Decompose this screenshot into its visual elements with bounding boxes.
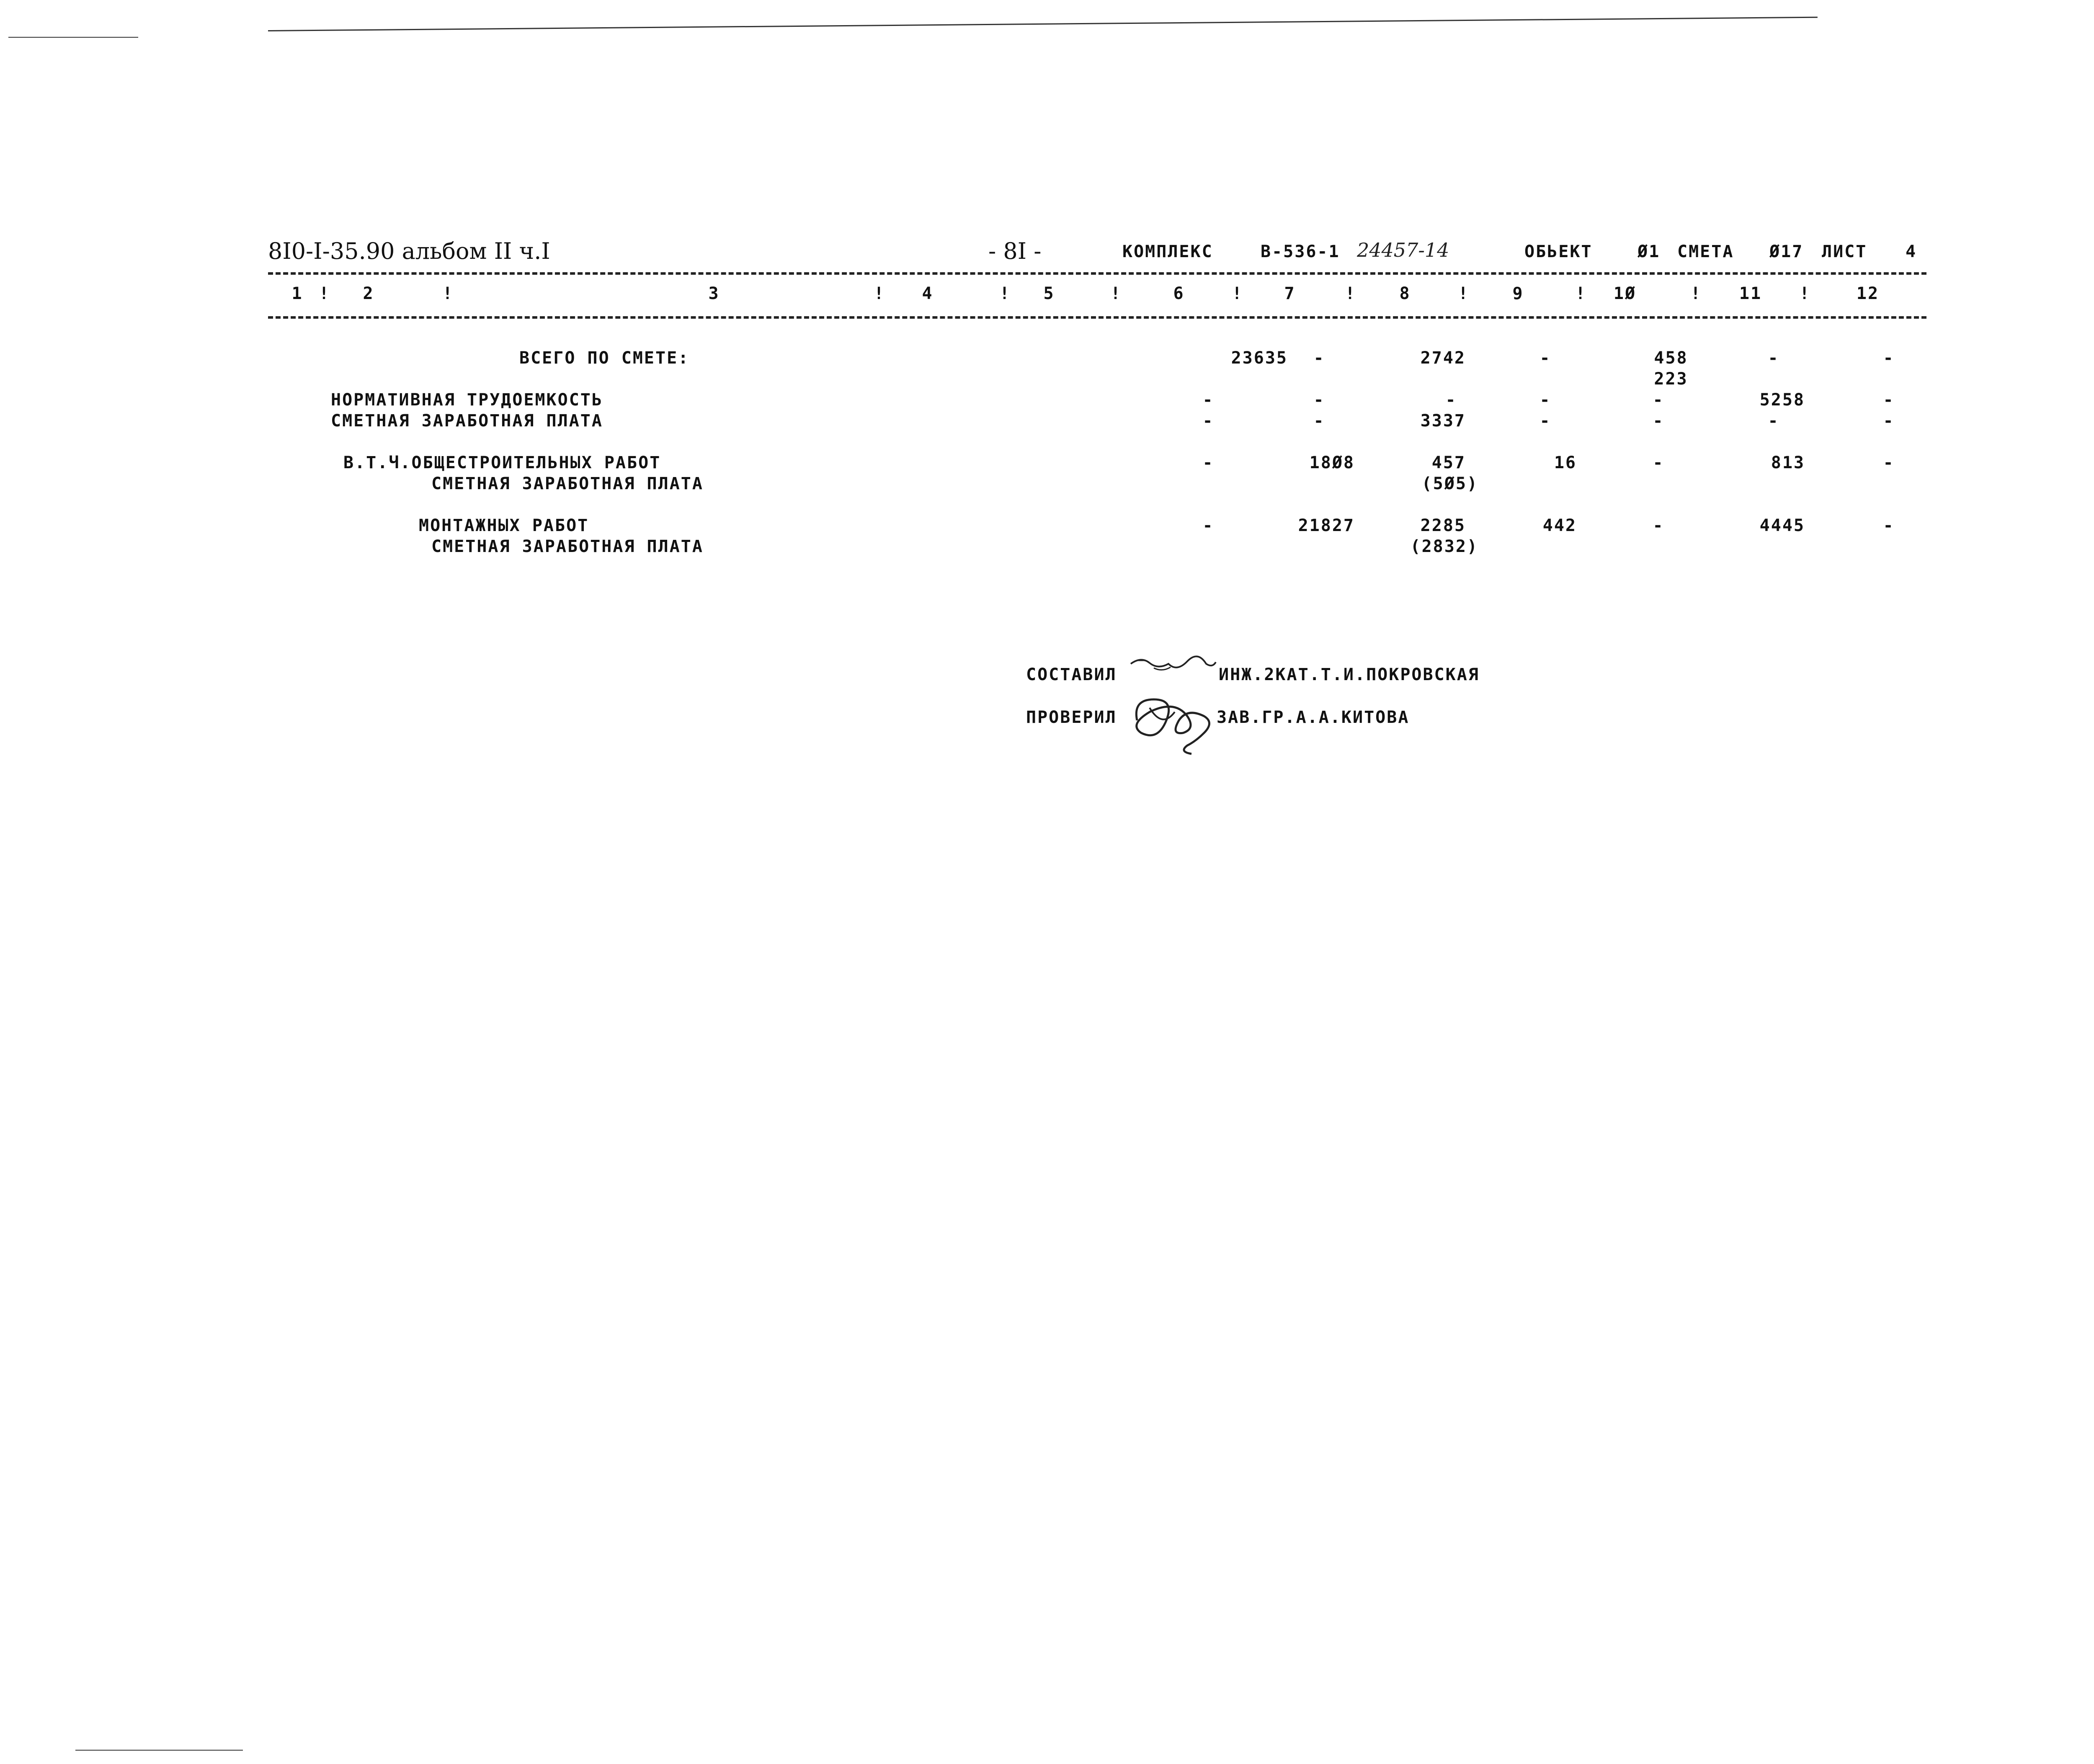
- cell-col9: 442: [1542, 516, 1577, 535]
- object-label: ОБЬЕКТ: [1524, 242, 1593, 261]
- checked-person: ЗАВ.ГР.А.А.КИТОВА: [1217, 708, 1410, 727]
- column-separator: !: [1345, 284, 1356, 303]
- column-separator: !: [1458, 284, 1470, 303]
- compiled-label: СОСТАВИЛ: [1026, 665, 1117, 684]
- column-number: 4: [922, 284, 934, 303]
- row-label: ВСЕГО ПО СМЕТЕ:: [519, 348, 690, 368]
- compiled-person: ИНЖ.2КАТ.Т.И.ПОКРОВСКАЯ: [1219, 665, 1480, 684]
- cell-col11: 5258: [1759, 390, 1805, 410]
- complex-label: КОМПЛЕКС: [1122, 242, 1213, 261]
- column-number: 9: [1512, 284, 1524, 303]
- row-sublabel: СМЕТНАЯ ЗАРАБОТНАЯ ПЛАТА: [431, 474, 704, 493]
- column-number: 1Ø: [1613, 284, 1637, 303]
- sheet-value: 4: [1906, 242, 1917, 261]
- cell-col8-second: (2832): [1410, 537, 1478, 556]
- cell-col11: -: [1768, 348, 1779, 368]
- cell-col8: 2742: [1420, 348, 1466, 368]
- cell-col8: -: [1445, 390, 1457, 410]
- row-label: МОНТАЖНЫХ РАБОТ: [419, 516, 589, 535]
- cell-col9: -: [1540, 348, 1551, 368]
- column-separator: !: [1690, 284, 1702, 303]
- column-number: 12: [1856, 284, 1880, 303]
- complex-code: В-536-1: [1261, 242, 1340, 261]
- column-separator: !: [442, 284, 454, 303]
- column-number: 7: [1284, 284, 1296, 303]
- column-separator: !: [1110, 284, 1122, 303]
- cell-col11: 813: [1771, 453, 1805, 472]
- cell-col10: 458: [1654, 348, 1688, 368]
- cell-col12: -: [1883, 411, 1895, 431]
- estimate-value: Ø17: [1769, 242, 1804, 261]
- header-divider: [268, 272, 1926, 275]
- cell-col8: 3337: [1420, 411, 1466, 431]
- cell-col9: -: [1540, 411, 1551, 431]
- cell-col12: -: [1883, 390, 1895, 410]
- cell-col7: -: [1313, 348, 1325, 368]
- column-number: 11: [1739, 284, 1762, 303]
- cell-col8: 457: [1431, 453, 1466, 472]
- page-number: - 8I -: [988, 238, 1042, 264]
- column-number: 3: [708, 284, 720, 303]
- cell-col9: -: [1540, 390, 1551, 410]
- scan-edge-top: [268, 17, 1818, 31]
- sheet-label: ЛИСТ: [1822, 242, 1867, 261]
- column-separator: !: [1232, 284, 1243, 303]
- cell-col10: -: [1653, 411, 1664, 431]
- row-label: НОРМАТИВНАЯ ТРУДОЕМКОСТЬ: [331, 390, 603, 410]
- cell-col7: 21827: [1298, 516, 1355, 535]
- cell-col9: 16: [1554, 453, 1577, 472]
- cell-col7: 18Ø8: [1309, 453, 1355, 472]
- row-label: СМЕТНАЯ ЗАРАБОТНАЯ ПЛАТА: [331, 411, 603, 431]
- cell-col6: 23635: [1231, 348, 1288, 368]
- cell-col10-second: 223: [1654, 369, 1688, 389]
- column-number: 5: [1043, 284, 1055, 303]
- handwritten-signature-checked: [1124, 683, 1219, 758]
- cell-col7: -: [1313, 411, 1325, 431]
- cell-col10: -: [1653, 453, 1664, 472]
- cell-col6: -: [1202, 411, 1214, 431]
- column-number: 8: [1399, 284, 1411, 303]
- column-separator: !: [999, 284, 1011, 303]
- cell-col11: 4445: [1759, 516, 1805, 535]
- cell-col12: -: [1883, 516, 1895, 535]
- row-sublabel: СМЕТНАЯ ЗАРАБОТНАЯ ПЛАТА: [431, 537, 704, 556]
- scan-edge-top-left: [8, 37, 138, 38]
- column-number: 6: [1173, 284, 1185, 303]
- cell-col8-second: (5Ø5): [1421, 474, 1478, 493]
- handwritten-signature-compiled: [1129, 651, 1219, 681]
- row-label: В.Т.Ч.ОБЩЕСТРОИТЕЛЬНЫХ РАБОТ: [343, 453, 661, 472]
- cell-col6: -: [1202, 453, 1214, 472]
- column-separator: !: [1799, 284, 1811, 303]
- column-separator: !: [319, 284, 330, 303]
- column-separator: !: [874, 284, 885, 303]
- column-header-divider: [268, 316, 1926, 319]
- scan-edge-bottom-left: [75, 1750, 243, 1751]
- estimate-label: СМЕТА: [1677, 242, 1734, 261]
- cell-col7: -: [1313, 390, 1325, 410]
- cell-col10: -: [1653, 390, 1664, 410]
- checked-label: ПРОВЕРИЛ: [1026, 708, 1117, 727]
- cell-col6: -: [1202, 516, 1214, 535]
- album-title: 8I0-I-35.90 альбом II ч.I: [268, 238, 550, 264]
- cell-col12: -: [1883, 453, 1895, 472]
- cell-col12: -: [1883, 348, 1895, 368]
- column-number: 1: [291, 284, 303, 303]
- column-number: 2: [363, 284, 374, 303]
- cell-col10: -: [1653, 516, 1664, 535]
- cell-col6: -: [1202, 390, 1214, 410]
- object-value: Ø1: [1638, 242, 1661, 261]
- column-separator: !: [1575, 284, 1587, 303]
- cell-col11: -: [1768, 411, 1779, 431]
- cell-col8: 2285: [1420, 516, 1466, 535]
- complex-handwritten-number: 24457-14: [1357, 239, 1449, 261]
